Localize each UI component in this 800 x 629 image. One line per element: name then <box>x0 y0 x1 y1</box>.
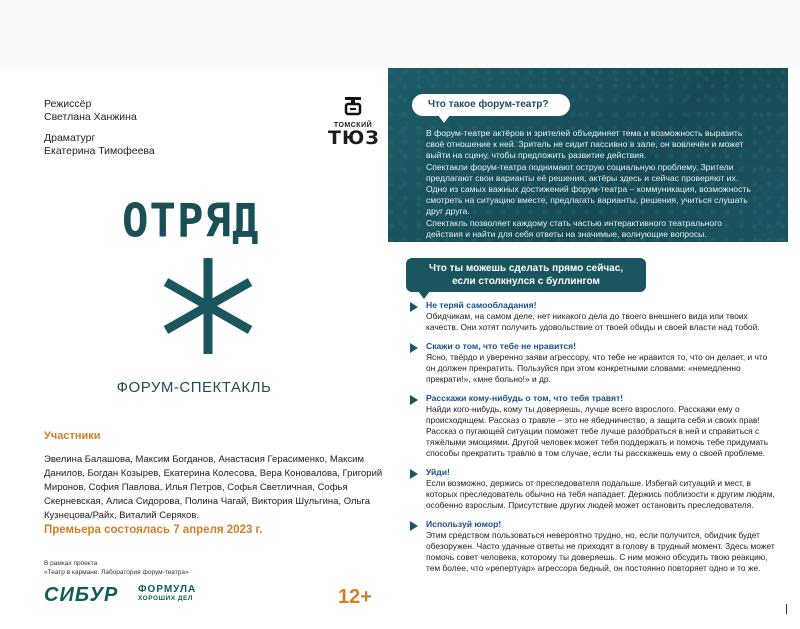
right-page <box>388 68 788 608</box>
tip-body: Найди кого-нибудь, кому ты доверяешь, лучше всего взрослого. Расскажи ему о происходящем. Рассказ о травле – это не ябедничество, а защита себя и своих прав! Рассказ о пугающей ситуации поможет тебе лучше разобраться в ней и справиться с тяжёлыми эмоциями. Другой человек может тебя поддержать и помочь тебе придумать способы прекратить травлю в том случае, если ты расскажешь ему о своей проблеме. <box>426 404 769 458</box>
tip-title: Не теряй самообладания! <box>426 300 537 310</box>
project-line-1: В рамках проекта <box>44 560 98 567</box>
arrow-right-icon <box>410 395 418 405</box>
sibur-logo: СИБУР <box>44 584 119 606</box>
tip-item <box>406 341 776 385</box>
participants-list: Эвелина Балашова, Максим Богданов, Анастасия Герасименко, Максим Данилов, Богдан Козырев, Екатерина Колесова, Вера Коновалова, Григорий Миронов, София Павлова, Илья Петров, Софья Светличная, Софья Скерневская, Алиса Сидорова, Полина Чагай, Виктория Шульгина, Ольга Кузнецова/Райх, Виталий Серяков. <box>44 454 383 521</box>
tip-title: Расскажи кому-нибудь о том, что тебя травят! <box>426 393 624 403</box>
play-subtitle: ФОРУМ-СПЕКТАКЛЬ <box>116 379 272 396</box>
arrow-right-icon <box>410 521 418 531</box>
play-title: ОТРЯД <box>122 194 260 249</box>
logo-name: ТЮЗ <box>328 127 380 149</box>
tip-item <box>406 393 776 459</box>
premiere-date: Премьера состоялась 7 апреля 2023 г. <box>44 524 263 536</box>
bullying-heading-line-1: Что ты можешь сделать прямо сейчас, <box>428 263 624 274</box>
bullying-heading-line-2: если столкнулся с буллингом <box>452 276 600 287</box>
project-note <box>44 559 189 577</box>
tip-title: Скажи о том, что тебе не нравится! <box>426 341 577 351</box>
director-name: Светлана Ханжина <box>44 111 137 123</box>
question-bubble: Что такое форум-театр? <box>412 94 570 116</box>
intro-paragraph: Одно из самых важных достижений форум-театра – коммуникация, возможность смотреть на ситуацию вместе, предлагать варианты, решения, учиться слушать друг друга. <box>426 184 751 217</box>
tips-list <box>406 300 776 582</box>
theatre-mark-icon <box>328 96 378 119</box>
tip-body: Если возможно, держись от преследователя подальше. Избегай ситуаций и мест, в которых преследователь обычно на тебя нападает. Держись поблизости к другим людям, особенно взрослым. Присутствие других людей может остановить преследователя. <box>426 478 775 510</box>
playwright-label: Драматург <box>44 132 96 144</box>
credits <box>44 98 155 166</box>
arrow-right-icon <box>410 469 418 479</box>
playwright-name: Екатерина Тимофеева <box>44 145 155 157</box>
formula-line-2: ХОРОШИХ ДЕЛ <box>138 595 193 602</box>
intro-paragraph: Спектакли форум-театра поднимают острую социальную проблему. Зрители предлагают свои варианты её решения, актёры здесь и сейчас проверяют их. <box>426 161 739 183</box>
tip-title: Используй юмор! <box>426 519 502 529</box>
playwright-credit <box>44 132 155 158</box>
tip-item <box>406 519 776 574</box>
tip-body: Этим средством пользоваться невероятно трудно, но, если получится, обидчик будет обезоружен. Часто удачные ответы не приходят в голову в трудный момент. Здесь может помочь совет человека, которому ты доверяешь. С ним можно обсудить твою реакцию, тем более, что «репертуар» агрессора бедный, он постоянно повторяет одно и то же. <box>426 530 775 573</box>
left-page <box>0 68 388 629</box>
participants-heading: Участники <box>44 430 101 442</box>
tip-item <box>406 300 776 333</box>
intro-paragraph: Спектакль позволяет каждому стать частью интерактивного театрального действия и найти для себя ответы на значимые, волнующие вопросы. <box>426 217 722 239</box>
tip-body: Обидчикам, на самом деле, нет никакого дела до твоего внешнего вида или твоих качеств. Они хотят получить удовольствие от твоей обиды и своей власти над тобой. <box>426 311 760 332</box>
formula-logo <box>138 584 196 602</box>
formula-line-1: ФОРМУЛА <box>138 584 197 595</box>
bleed-through-text <box>30 12 350 52</box>
director-credit <box>44 98 155 124</box>
intro-paragraph: В форум-театре актёров и зрителей объединяет тема и возможность выразить своё отношение к ней. Зритель не сидит пассивно в зале, он вовлечён и может выйти на сцену, чтобы предложить развитие действия. <box>426 128 744 161</box>
tip-title: Уйди! <box>426 467 450 477</box>
bullying-heading <box>406 258 646 292</box>
forum-theatre-panel <box>388 68 788 242</box>
age-rating: 12+ <box>338 586 372 608</box>
tyz-logo <box>328 96 378 154</box>
tip-body: Ясно, твёрдо и уверенно заяви агрессору, что тебе не нравится то, что он делает, и что он должен прекратить. Пользуйся при этом конкретными словами: «немедленно прекрати!», «мне больно!» и др. <box>426 352 768 384</box>
logo-city: ТОМСКИЙ <box>333 122 373 129</box>
arrow-right-icon <box>410 302 418 312</box>
intro-text <box>426 128 752 240</box>
scan-margin <box>0 0 800 68</box>
asterisk-emblem-icon <box>158 256 258 356</box>
project-line-2: «Театр в кармане. Лаборатория форум-театра» <box>44 569 189 576</box>
director-label: Режиссёр <box>44 98 92 110</box>
text-cursor <box>786 604 787 614</box>
tip-item <box>406 467 776 511</box>
arrow-right-icon <box>410 343 418 353</box>
